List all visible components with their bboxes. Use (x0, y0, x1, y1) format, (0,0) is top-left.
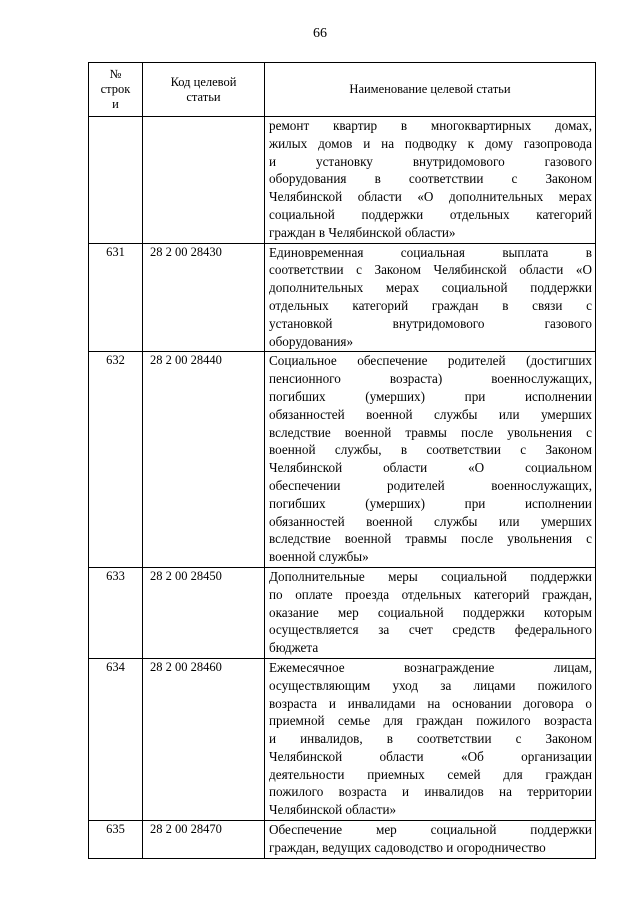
code-cell: 28 2 00 28450 (143, 567, 265, 658)
table-body (89, 117, 596, 859)
name-line: Челябинской области «О социальном (269, 460, 592, 476)
name-cell (265, 567, 596, 658)
name-line: Обеспечение мер социальной поддержки (269, 822, 592, 838)
header-row-number-line: и (112, 97, 119, 111)
table-row (89, 821, 596, 859)
code-cell: 28 2 00 28440 (143, 352, 265, 568)
table-row (89, 243, 596, 352)
name-line: и установку внутридомового газового (269, 153, 592, 169)
code-cell: 28 2 00 28460 (143, 658, 265, 820)
name-line: оборудования в соответствии с Законом (269, 171, 592, 187)
name-line: обязанностей военной службы или умерших (269, 406, 592, 422)
row-number-cell: 631 (89, 243, 143, 352)
name-line: Ежемесячное вознаграждение лицам, (269, 659, 592, 675)
name-cell (265, 117, 596, 244)
name-line: деятельности приемных семей для граждан (269, 766, 592, 782)
name-line: Челябинской области «О дополнительных мерах (269, 189, 592, 205)
name-line: граждан в Челябинской области» (269, 224, 456, 240)
name-line: военной службы» (269, 549, 369, 565)
name-line: по оплате проезда отдельных категорий граждан, (269, 586, 592, 602)
table-row (89, 567, 596, 658)
table-row (89, 352, 596, 568)
name-line: отдельных категорий граждан в связи с (269, 297, 592, 313)
code-cell: 28 2 00 28470 (143, 821, 265, 859)
name-line: обеспечении родителей военнослужащих, (269, 477, 592, 493)
header-name: Наименование целевой статьи (265, 63, 596, 117)
name-cell (265, 352, 596, 568)
name-line: возраста и инвалидами на основании договора о (269, 695, 592, 711)
name-line: вследствие военной травмы после увольнения с (269, 531, 592, 547)
table-row (89, 117, 596, 244)
name-line: социальной поддержки отдельных категорий (269, 206, 592, 222)
table-header-row (89, 63, 596, 117)
name-line: и инвалидов, в соответствии с Законом (269, 731, 592, 747)
name-line: Дополнительные меры социальной поддержки (269, 568, 592, 584)
name-line: оказание мер социальной поддержки которым (269, 604, 592, 620)
table-row (89, 658, 596, 820)
name-line: оборудования» (269, 333, 354, 349)
name-line: обязанностей военной службы или умерших (269, 513, 592, 529)
name-line: бюджета (269, 640, 319, 656)
name-line: дополнительных мерах социальной поддержки (269, 280, 592, 296)
name-line: жилых домов и на подводку к дому газопровода (269, 135, 592, 151)
header-row-number-line: строк (100, 82, 131, 96)
code-cell (143, 117, 265, 244)
name-line: Социальное обеспечение родителей (достигших (269, 353, 592, 369)
page-number: 66 (313, 26, 327, 41)
name-line: ремонт квартир в многоквартирных домах, (269, 118, 592, 133)
row-number-cell: 633 (89, 567, 143, 658)
name-line: Единовременная социальная выплата в (269, 244, 592, 260)
name-cell (265, 243, 596, 352)
name-cell (265, 658, 596, 820)
name-line: погибших (умерших) при исполнении (269, 495, 592, 511)
name-line: военной службы, в соответствии с Законом (269, 442, 592, 458)
header-row-number (89, 63, 143, 117)
code-cell: 28 2 00 28430 (143, 243, 265, 352)
name-line: пожилого возраста и инвалидов на территории (269, 784, 592, 800)
header-code (143, 63, 265, 117)
target-articles-table (88, 62, 596, 859)
name-line: установкой внутридомового газового (269, 315, 592, 331)
name-line: пенсионного возраста) военнослужащих, (269, 371, 592, 387)
name-line: Челябинской области» (269, 802, 397, 818)
row-number-cell (89, 117, 143, 244)
row-number-cell: 632 (89, 352, 143, 568)
name-line: Челябинской области «Об организации (269, 748, 592, 764)
header-row-number-line: № (109, 67, 122, 81)
name-line: соответствии с Законом Челябинской области «О (269, 262, 592, 278)
name-cell (265, 821, 596, 859)
name-line: погибших (умерших) при исполнении (269, 388, 592, 404)
row-number-cell: 634 (89, 658, 143, 820)
name-line: граждан, ведущих садоводство и огородничество (269, 839, 546, 855)
header-code-line: Код целевой (170, 74, 237, 89)
name-line: осуществляется за счет средств федерального (269, 622, 592, 638)
row-number-cell: 635 (89, 821, 143, 859)
name-line: вследствие военной травмы после увольнения с (269, 424, 592, 440)
name-line: осуществляющим уход за лицами пожилого (269, 677, 592, 693)
header-code-line: статьи (186, 89, 221, 104)
name-line: приемной семье для граждан пожилого возраста (269, 713, 592, 729)
